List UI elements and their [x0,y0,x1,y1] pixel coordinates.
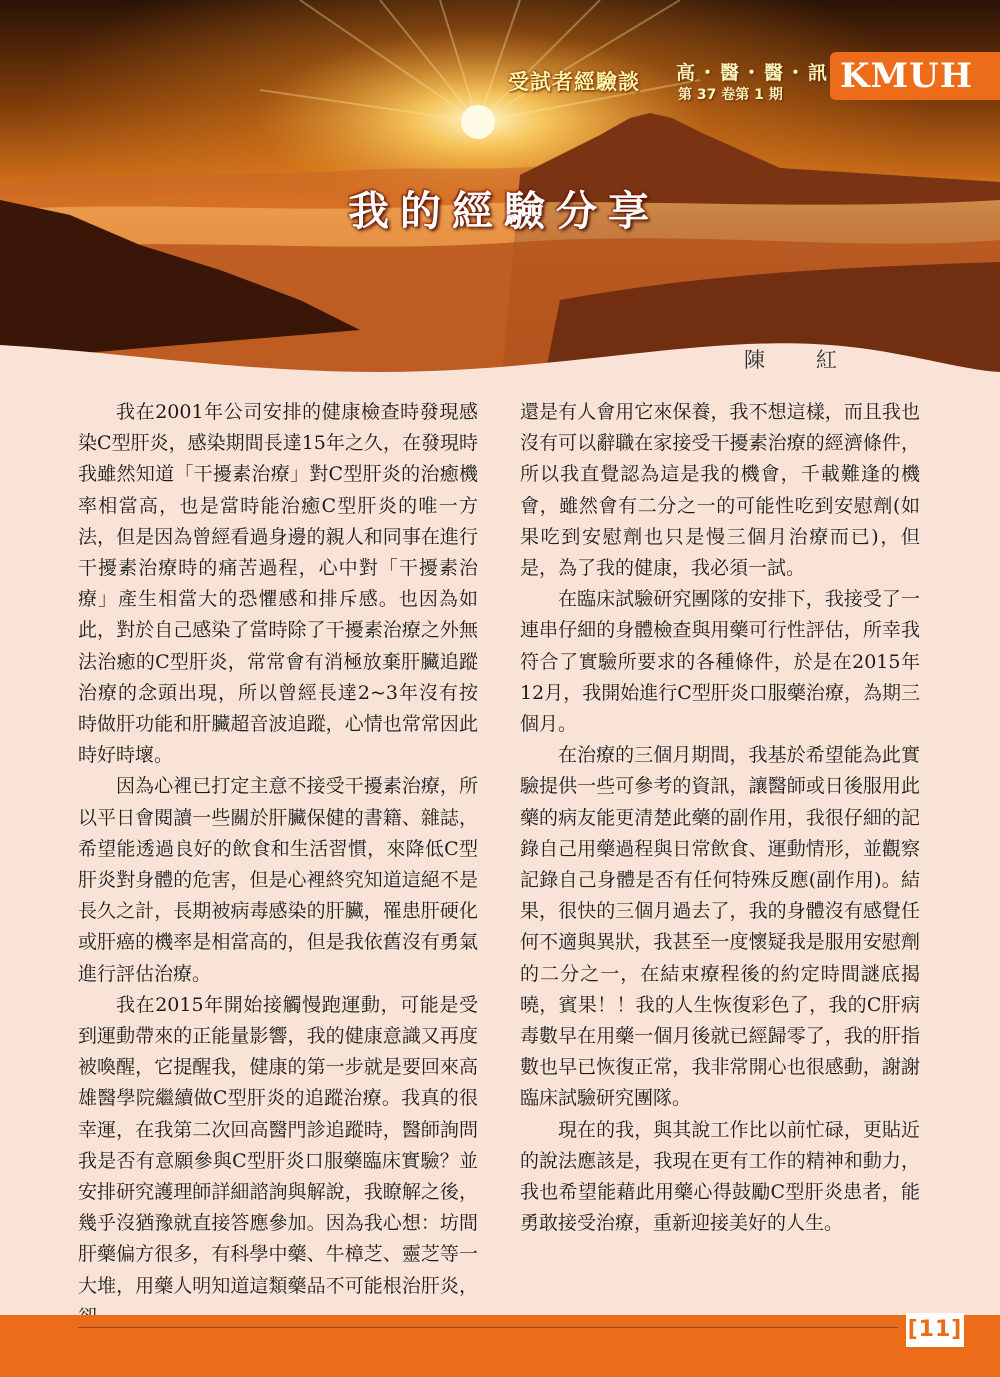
journal-name: 高・醫・醫・訊 [676,62,831,84]
footer-divider [78,1327,898,1328]
sun [461,105,495,139]
paragraph: 我在2015年開始接觸慢跑運動，可能是受到運動帶來的正能量影響，我的健康意識又再度被喚醒，它提醒我，健康的第一步就是要回來高雄醫學院繼續做C型肝炎的追蹤治療。我真的很幸運，在我第二次回高醫門診追蹤時，醫師詢問我是否有意願參與C型肝炎口服藥臨床實驗？並安排研究護理師詳細諮詢與解說，我瞭解之後，幾乎沒猶豫就直接答應參加。因為我心想：坊間肝藥偏方很多，有科學中藥、牛樟芝、靈芝等一大堆，用藥人明知道這類藥品不可能根治肝炎， [78,993,478,1297]
paragraph: 因為心裡已打定主意不接受干擾素治療，所以平日會閱讀一些關於肝臟保健的書籍、雜誌，希望能透過良好的飲食和生活習慣，來降低C型肝炎對身體的危害，但是心裡終究知道這絕不是長久之計，長期被病毒感染的肝臟，罹患肝硬化或肝癌的機率是相當高的，但是我依舊沒有勇氣進行評估治療。 [78,775,478,985]
paragraph: 在治療的三個月期間，我基於希望能為此實驗提供一些可參考的資訊，讓醫師或日後服用此藥的病友能更清楚此藥的副作用，我很仔細的記錄自己用藥過程與日常飲食、運動情形，並觀察記錄自己身體是否有任何特殊反應(副作用)。結果，很快的三個月過去了，我的身體沒有感覺任何不適與異狀，我甚至一度懷疑我是服用安慰劑的二分之一，在結束療程後的約定時間謎底揭曉，賓果！！我的人生恢復彩色了，我的C肝病毒數早在用藥一個月後就已經歸零了，我的肝指數也早已恢復正常，我非常開心也很感動，謝謝臨床試驗研究團隊。 [520,744,920,1110]
page-number: [11] [906,1313,964,1347]
article-author: 陳 紅 [744,348,852,372]
section-label: 受試者經驗談 [508,70,640,94]
paragraph-continuation: 還是有人會用它來保養，我不想這樣，而且我也沒有可以辭職在家接受干擾素治療的經濟條件，所以我直覺認為這是我的機會，千載難逢的機會，雖然會有二分之一的可能性吃到安慰劑(如果吃到安慰劑也只是慢三個月治療而已)，但是，為了我的健康，我必須一試。 [520,401,920,580]
left-column [78,397,478,1333]
paragraph: 我在2001年公司安排的健康檢查時發現感染C型肝炎，感染期間長達15年之久，在發現時我雖然知道「干擾素治療」對C型肝炎的治癒機率相當高，也是當時能治癒C型肝炎的唯一方法，但是因為曾經看過身邊的親人和同事在進行干擾素治療時的痛苦過程，心中對「干擾素治療」產生相當大的恐懼感和排斥感。也因為如此，對於自己感染了當時除了干擾素治療之外無法治癒的C型肝炎，常常會有消極放棄肝臟追蹤治療的念頭出現，所以曾經長達2~3年沒有按時做肝功能和肝臟超音波追蹤，心情也常常因此時好時壞。 [78,401,478,767]
article-title: 我的經驗分享 [348,187,660,235]
footer-bar [0,1315,1000,1377]
paragraph: 現在的我，與其說工作比以前忙碌，更貼近的說法應該是，我現在更有工作的精神和動力，我也希望能藉此用藥心得鼓勵C型肝炎患者，能勇敢接受治療，重新迎接美好的人生。 [520,1118,920,1235]
paragraph: 在臨床試驗研究團隊的安排下，我接受了一連串仔細的身體檢查與用藥可行性評估，所幸我符合了實驗所要求的各種條件，於是在2015年12月，我開始進行C型肝炎口服藥治療，為期三個月。 [520,588,920,736]
issue-number: 第 37 卷第 1 期 [678,87,783,103]
kmuh-logo: KMUH [830,52,1000,100]
right-column [520,397,920,1239]
